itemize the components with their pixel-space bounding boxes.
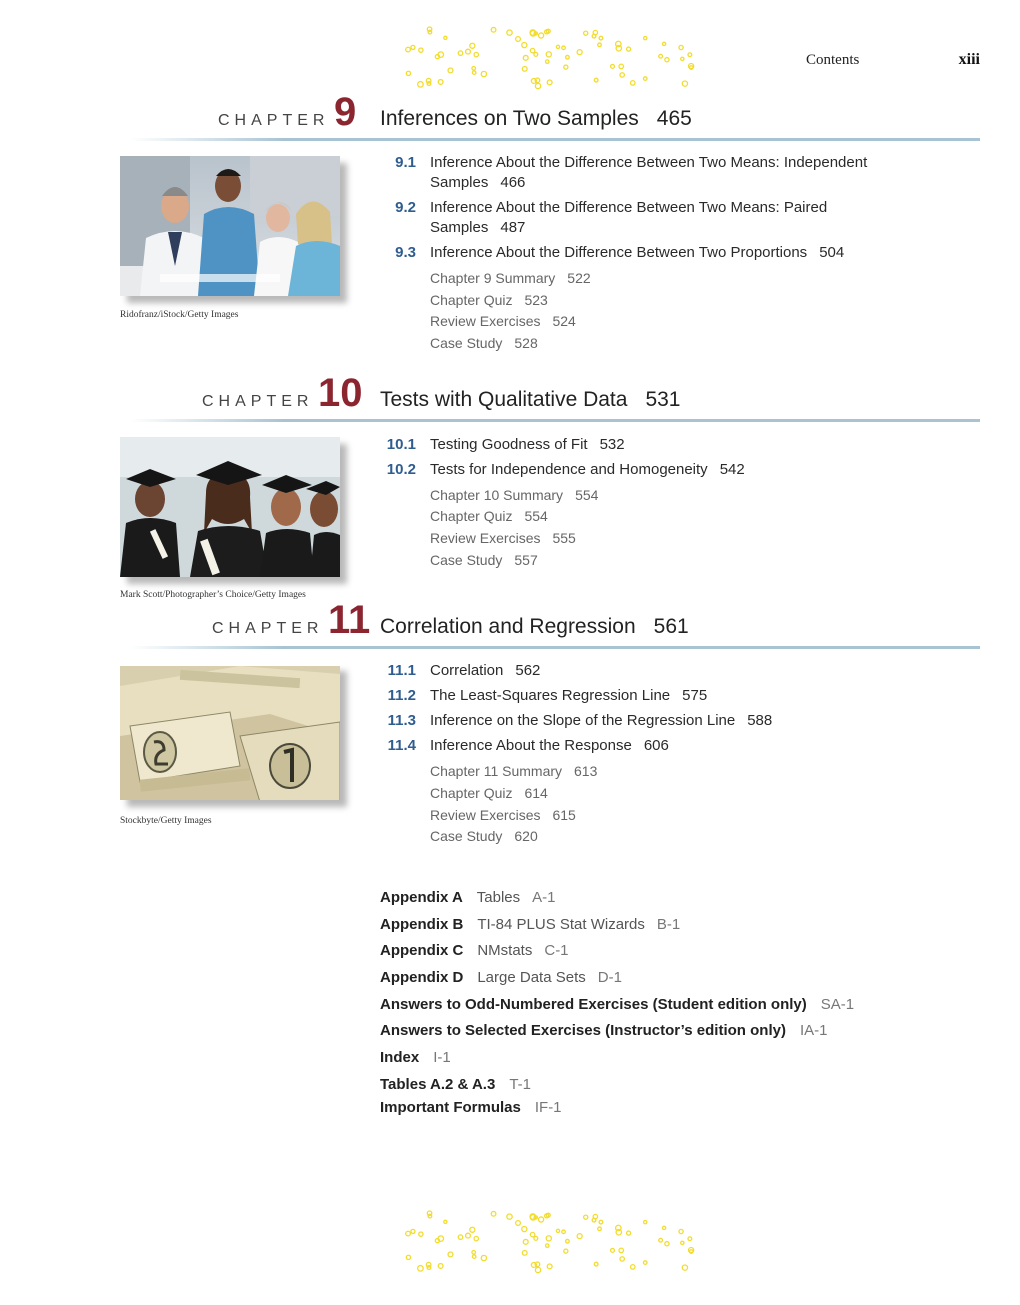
decorative-dot [472,1251,476,1255]
decorative-dot [627,1231,631,1235]
decorative-dot [523,55,528,60]
decorative-dot [491,1211,496,1216]
decorative-dot [556,1229,559,1232]
chapter-word: CHAPTER [218,112,330,129]
index-entry[interactable]: Index I-1 [380,1049,451,1066]
decorative-dot [598,1227,602,1231]
chapter-quiz-link[interactable]: Chapter Quiz 614 [430,785,548,801]
chapter-10-photo [120,437,340,577]
decorative-dot [444,1220,447,1223]
chapter-page: 561 [653,615,689,638]
decorative-dot [539,1217,544,1222]
decorative-dot [620,73,624,77]
decorative-dot [406,1255,410,1259]
section-number: 9.2 [395,199,416,216]
decorative-dot [472,71,476,75]
chapter-quiz-link[interactable]: Chapter Quiz 523 [430,292,548,308]
decorative-dot [406,47,411,52]
decorative-dot [679,45,683,49]
decorative-dot [627,47,631,51]
decorative-dot [418,82,424,88]
decorative-dot [659,54,663,58]
decorative-dot [644,36,647,39]
section-number: 9.3 [395,244,416,261]
section-number: 10.1 [386,436,416,453]
decorative-dot [619,64,624,69]
case-study-link[interactable]: Case Study 620 [430,828,538,844]
section-number: 9.1 [395,154,416,171]
decorative-dot [530,48,534,52]
chapter-number: 10 [318,371,363,415]
section-number: 10.2 [386,461,416,478]
decorative-dot [688,1237,692,1241]
chapter-page: 531 [645,388,681,411]
decorative-dot [689,1250,693,1254]
decorative-dot [546,52,551,57]
decorative-dot [522,1227,527,1232]
decorative-dot [411,1229,415,1233]
decorative-dot [665,1242,669,1246]
decorative-dot [584,1215,588,1219]
decorative-dot [599,36,603,40]
decorative-dot [411,45,415,49]
decorative-dot [577,1234,582,1239]
section-9-3[interactable] [380,243,940,263]
decorative-dot [474,52,478,56]
decorative-dot [599,1220,603,1224]
decorative-dots-top [400,24,700,92]
decorative-dot [419,1232,423,1236]
decorative-dot [491,27,496,32]
decorative-dot [539,33,544,38]
section-page: 606 [643,737,669,754]
photo-credit: Mark Scott/Photographer’s Choice/Getty Images [120,590,306,600]
decorative-dot [562,46,566,50]
section-title: Inference About the Difference Between Two Means: Paired Samples 487 [430,199,828,236]
decorative-dot [630,81,635,86]
decorative-dot [689,66,693,70]
decorative-dot [522,66,527,71]
decorative-dot [466,1233,471,1238]
section-title: Inference About the Response 606 [430,737,669,754]
decorative-dot [419,48,423,52]
review-exercises-link[interactable]: Review Exercises 555 [430,530,576,546]
decorative-dot [682,1265,687,1270]
decorative-dot [522,43,527,48]
decorative-dot [547,80,552,85]
decorative-dot [598,43,602,47]
section-title: Testing Goodness of Fit 532 [430,436,625,453]
decorative-dot [438,80,443,85]
decorative-dot [619,1248,624,1253]
chapter-word: CHAPTER [212,620,324,637]
decorative-dot [592,34,596,38]
decorative-dot [546,1236,551,1241]
photo-credit: Stockbyte/Getty Images [120,816,212,826]
decorative-dots-bottom [400,1208,700,1276]
page-number: xiii [958,51,980,68]
section-title: Inference on the Slope of the Regression Line 588 [430,712,773,729]
decorative-dot [435,1239,439,1243]
review-exercises-link[interactable]: Review Exercises 615 [430,807,576,823]
decorative-dot [406,71,410,75]
chapter-summary-link[interactable]: Chapter 11 Summary 613 [430,763,598,779]
decorative-dot [516,1221,521,1226]
chapter-number: 9 [334,90,357,134]
instructor-answers-entry[interactable]: Answers to Selected Exercises (Instructor’s edition only) IA-1 [380,1022,828,1039]
chapter-number: 11 [328,598,371,642]
case-study-link[interactable]: Case Study 528 [430,335,538,351]
decorative-dot [682,81,687,86]
section-11-1[interactable] [380,661,940,681]
tables-entry[interactable]: Tables A.2 & A.3 T-1 [380,1076,531,1093]
decorative-dot [507,1214,512,1219]
decorative-dot [594,78,598,82]
decorative-dot [594,1262,598,1266]
decorative-dot [534,52,538,56]
chapter-9-photo [120,156,340,296]
decorative-dot [577,50,582,55]
chapter-summary-link[interactable]: Chapter 9 Summary 522 [430,270,591,286]
decorative-dot [470,1227,475,1232]
decorative-dot [507,30,512,35]
decorative-dot [620,1257,624,1261]
decorative-dot [448,1252,453,1257]
decorative-dot [688,53,692,57]
case-study-link[interactable]: Case Study 557 [430,552,538,568]
section-page: 575 [682,687,708,704]
chapter-heading [0,371,1020,421]
section-10-2[interactable] [380,460,940,480]
appendix-c-entry[interactable]: Appendix C NMstats C-1 [380,942,569,959]
decorative-dot [435,55,439,59]
section-9-1[interactable] [380,153,940,193]
decorative-dot [523,1239,528,1244]
decorative-dot [662,1226,665,1229]
formulas-entry[interactable]: Important Formulas IF-1 [380,1099,562,1116]
decorative-dot [556,45,559,48]
section-title: Tests for Independence and Homogeneity 542 [430,461,745,478]
section-page: 588 [747,712,773,729]
section-page: 487 [500,219,526,236]
section-page: 542 [719,461,745,478]
chapter-rule [130,646,980,649]
review-exercises-link[interactable]: Review Exercises 524 [430,313,576,329]
decorative-dot [546,60,549,63]
decorative-dot [406,1231,411,1236]
photo-credit: Ridofranz/iStock/Getty Images [120,310,239,320]
decorative-dot [659,1238,663,1242]
decorative-dot [472,67,476,71]
appendix-b-entry[interactable]: Appendix B TI-84 PLUS Stat Wizards B-1 [380,916,681,933]
decorative-dot [516,37,521,42]
chapter-heading [0,598,1020,648]
section-number: 11.1 [387,662,416,679]
chapter-11-photo [120,664,340,800]
decorative-dot [535,1267,540,1272]
chapter-quiz-link[interactable]: Chapter Quiz 554 [430,508,548,524]
chapter-title[interactable]: Correlation and Regression 561 [380,615,689,638]
decorative-dot [643,77,647,81]
decorative-dot [530,1232,534,1236]
decorative-dot [611,64,615,68]
section-title: Inference About the Difference Between Two Proportions 504 [430,244,845,261]
decorative-dot [584,31,588,35]
student-answers-entry[interactable]: Answers to Odd-Numbered Exercises (Student edition only) SA-1 [380,996,855,1013]
section-title: The Least-Squares Regression Line 575 [430,687,708,704]
decorative-dot [470,43,475,48]
decorative-dot [566,1239,570,1243]
decorative-dot [679,1229,683,1233]
decorative-dot [522,1250,527,1255]
decorative-dot [458,51,463,56]
running-head: Contents [806,52,860,68]
chapter-word: CHAPTER [202,393,314,410]
section-9-2[interactable] [380,198,940,238]
decorative-dot [535,83,540,88]
chapter-rule [130,419,980,422]
decorative-dot [444,36,447,39]
decorative-dot [662,42,665,45]
decorative-dot [592,1218,596,1222]
decorative-dot [466,49,471,54]
decorative-dot [566,55,570,59]
decorative-dot [448,68,453,73]
section-number: 11.4 [387,737,416,754]
decorative-dot [562,1230,566,1234]
section-page: 562 [515,662,541,679]
decorative-dot [665,58,669,62]
decorative-dot [547,1264,552,1269]
decorative-dot [611,1248,615,1252]
section-11-3[interactable] [380,711,940,731]
decorative-dot [474,1236,478,1240]
decorative-dot [681,57,684,60]
decorative-dot [564,1249,568,1253]
decorative-dot [534,1236,538,1240]
decorative-dot [643,1261,647,1265]
decorative-dot [564,65,568,69]
chapter-page: 465 [656,107,692,130]
appendix-d-entry[interactable]: Appendix D Large Data Sets D-1 [380,969,622,986]
decorative-dot [630,1265,635,1270]
section-page: 532 [599,436,625,453]
decorative-dot [681,1241,684,1244]
section-title: Correlation 562 [430,662,541,679]
decorative-dot [481,71,486,76]
chapter-summary-link[interactable]: Chapter 10 Summary 554 [430,487,599,503]
decorative-dot [472,1255,476,1259]
section-number: 11.3 [387,712,416,729]
section-10-1[interactable] [380,435,940,455]
section-page: 466 [500,174,526,191]
section-11-2[interactable] [380,686,940,706]
chapter-heading [0,90,1020,140]
section-number: 11.2 [387,687,416,704]
section-11-4[interactable] [380,736,940,756]
section-title: Inference About the Difference Between Two Means: Independent Samples 466 [430,154,868,191]
appendix-a-entry[interactable]: Appendix A Tables A-1 [380,889,556,906]
decorative-dot [438,1264,443,1269]
decorative-dot [418,1266,424,1272]
decorative-dot [546,1244,549,1247]
decorative-dot [481,1255,486,1260]
chapter-title[interactable]: Inferences on Two Samples 465 [380,107,692,130]
decorative-dot [644,1220,647,1223]
decorative-dot [458,1235,463,1240]
chapter-rule [130,138,980,141]
section-page: 504 [819,244,845,261]
chapter-title[interactable]: Tests with Qualitative Data 531 [380,388,681,411]
